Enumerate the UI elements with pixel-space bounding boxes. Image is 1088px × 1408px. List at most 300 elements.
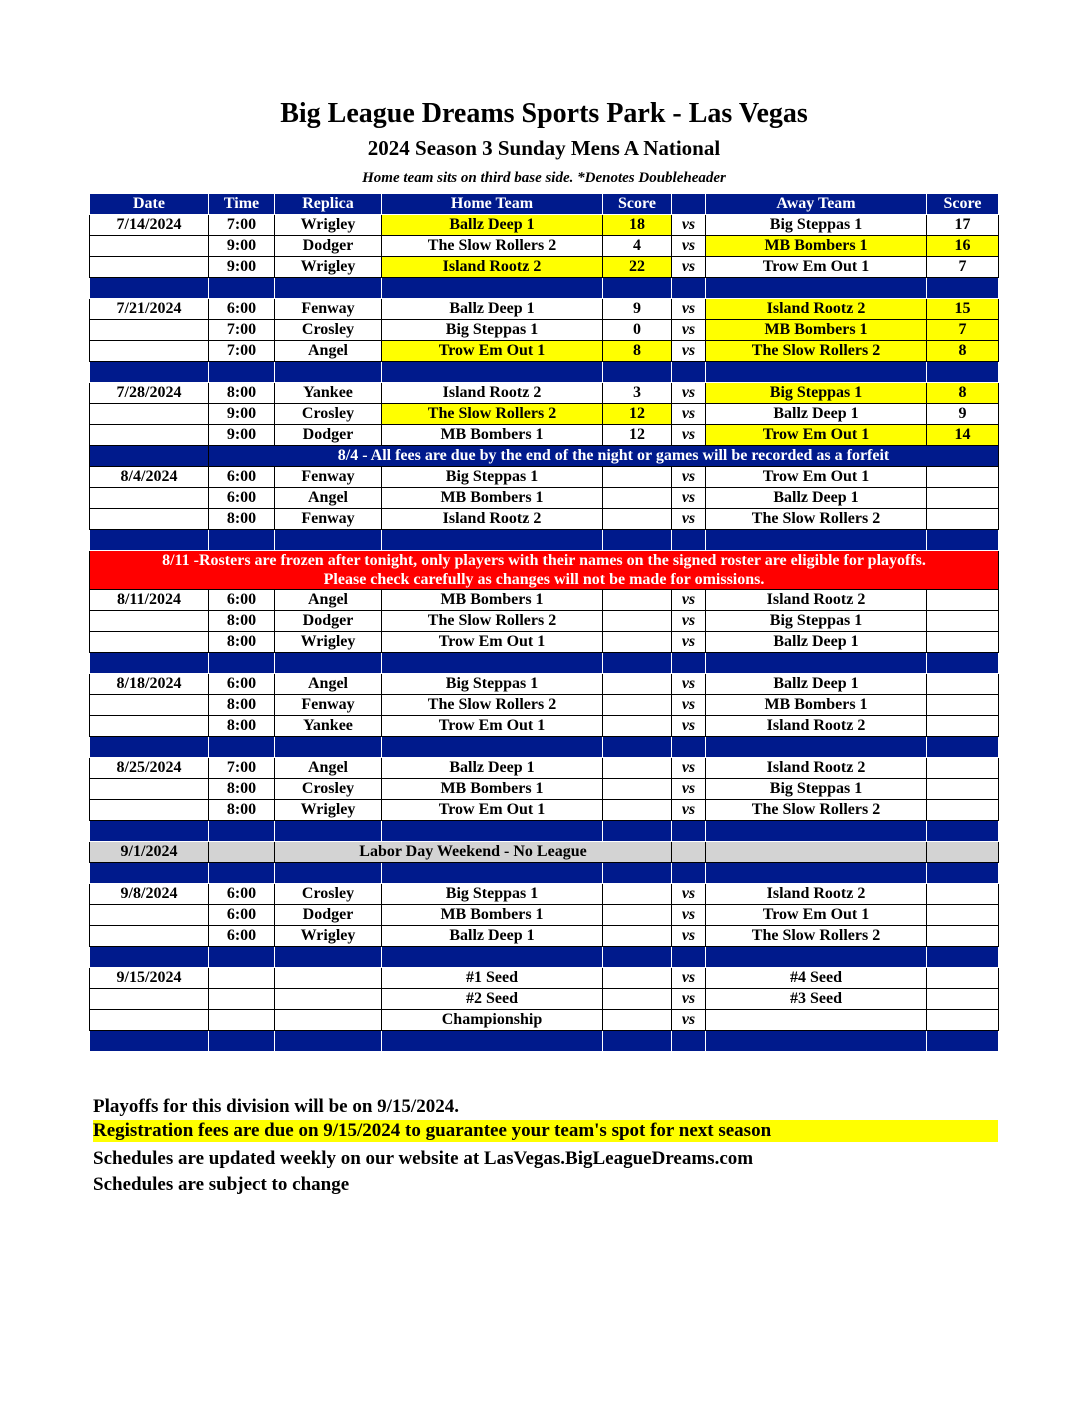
home-team-cell: MB Bombers 1 bbox=[382, 488, 603, 509]
vs-cell: vs bbox=[672, 590, 706, 611]
time-cell: 8:00 bbox=[209, 716, 275, 737]
roster-notice-line: 8/11 -Rosters are frozen after tonight, only players with their names on the signed roster are eligible for playoffs. bbox=[162, 552, 926, 569]
date-cell: 8/18/2024 bbox=[90, 674, 209, 695]
separator-cell bbox=[382, 530, 603, 551]
roster-notice-line: Please check carefully as changes will not be made for omissions. bbox=[323, 571, 765, 588]
away-team-cell: #3 Seed bbox=[706, 989, 927, 1010]
vs-cell: vs bbox=[672, 905, 706, 926]
home-team-cell: Trow Em Out 1 bbox=[382, 800, 603, 821]
home-score-cell bbox=[603, 926, 672, 947]
time-cell bbox=[209, 842, 275, 863]
away-score-cell: 8 bbox=[927, 383, 999, 404]
separator-row bbox=[90, 530, 999, 551]
separator-cell bbox=[209, 737, 275, 758]
home-score-cell: 4 bbox=[603, 236, 672, 257]
away-team-cell: The Slow Rollers 2 bbox=[706, 341, 927, 362]
separator-cell bbox=[209, 278, 275, 299]
home-team-cell: Ballz Deep 1 bbox=[382, 215, 603, 236]
home-team-cell: #1 Seed bbox=[382, 968, 603, 989]
home-score-cell: 0 bbox=[603, 320, 672, 341]
home-team-note: Home team sits on third base side. *Denotes Doubleheader bbox=[362, 170, 726, 186]
separator-cell bbox=[275, 1031, 382, 1052]
date-cell bbox=[90, 341, 209, 362]
replica-cell: Fenway bbox=[275, 467, 382, 488]
time-cell: 7:00 bbox=[209, 215, 275, 236]
separator-cell bbox=[927, 278, 999, 299]
separator-cell bbox=[603, 1031, 672, 1052]
vs-cell: vs bbox=[672, 509, 706, 530]
home-score-cell bbox=[603, 989, 672, 1010]
home-team-cell: Championship bbox=[382, 1010, 603, 1031]
date-cell bbox=[90, 425, 209, 446]
table-row bbox=[90, 1010, 999, 1031]
date-cell bbox=[90, 488, 209, 509]
home-team-cell: The Slow Rollers 2 bbox=[382, 611, 603, 632]
home-team-cell: MB Bombers 1 bbox=[382, 905, 603, 926]
away-team-cell: Island Rootz 2 bbox=[706, 590, 927, 611]
separator-cell bbox=[706, 737, 927, 758]
table-row bbox=[90, 341, 999, 362]
separator-cell bbox=[927, 1031, 999, 1052]
separator-cell bbox=[90, 1031, 209, 1052]
away-team-cell: Big Steppas 1 bbox=[706, 779, 927, 800]
time-cell: 8:00 bbox=[209, 509, 275, 530]
home-score-cell: 9 bbox=[603, 299, 672, 320]
separator-cell bbox=[382, 278, 603, 299]
vs-cell: vs bbox=[672, 989, 706, 1010]
away-score-cell bbox=[927, 1010, 999, 1031]
home-team-cell: Trow Em Out 1 bbox=[382, 341, 603, 362]
time-cell bbox=[209, 989, 275, 1010]
away-team-cell: Big Steppas 1 bbox=[706, 215, 927, 236]
separator-cell bbox=[927, 863, 999, 884]
away-team-cell: Ballz Deep 1 bbox=[706, 404, 927, 425]
table-row bbox=[90, 674, 999, 695]
away-team-cell bbox=[706, 1010, 927, 1031]
date-cell: 9/1/2024 bbox=[90, 842, 209, 863]
time-cell: 6:00 bbox=[209, 905, 275, 926]
table-row bbox=[90, 590, 999, 611]
home-score-cell bbox=[603, 611, 672, 632]
replica-cell: Wrigley bbox=[275, 632, 382, 653]
separator-cell bbox=[672, 737, 706, 758]
separator-cell bbox=[275, 737, 382, 758]
time-cell: 9:00 bbox=[209, 404, 275, 425]
away-team-cell: Trow Em Out 1 bbox=[706, 905, 927, 926]
away-team-cell: Ballz Deep 1 bbox=[706, 674, 927, 695]
separator-row bbox=[90, 821, 999, 842]
separator-cell bbox=[275, 362, 382, 383]
separator-cell bbox=[90, 362, 209, 383]
separator-cell bbox=[672, 863, 706, 884]
away-team-cell: Ballz Deep 1 bbox=[706, 488, 927, 509]
date-cell bbox=[90, 1010, 209, 1031]
time-cell: 6:00 bbox=[209, 674, 275, 695]
away-score-cell bbox=[927, 758, 999, 779]
separator-cell bbox=[672, 947, 706, 968]
separator-cell bbox=[275, 530, 382, 551]
separator-cell bbox=[382, 1031, 603, 1052]
home-score-cell bbox=[603, 905, 672, 926]
home-team-cell: Ballz Deep 1 bbox=[382, 758, 603, 779]
separator-row bbox=[90, 278, 999, 299]
separator-cell bbox=[90, 737, 209, 758]
table-row bbox=[90, 488, 999, 509]
away-score-cell bbox=[927, 467, 999, 488]
away-score-cell: 17 bbox=[927, 215, 999, 236]
date-cell bbox=[90, 989, 209, 1010]
away-team-cell: The Slow Rollers 2 bbox=[706, 926, 927, 947]
separator-cell bbox=[706, 653, 927, 674]
table-row bbox=[90, 695, 999, 716]
roster-notice bbox=[90, 551, 999, 590]
vs-cell: vs bbox=[672, 320, 706, 341]
separator-cell bbox=[706, 1031, 927, 1052]
vs-cell: vs bbox=[672, 383, 706, 404]
date-cell: 8/25/2024 bbox=[90, 758, 209, 779]
time-cell: 6:00 bbox=[209, 488, 275, 509]
separator-cell bbox=[927, 821, 999, 842]
vs-cell: vs bbox=[672, 800, 706, 821]
replica-cell: Dodger bbox=[275, 425, 382, 446]
separator-cell bbox=[209, 653, 275, 674]
away-score-cell: 7 bbox=[927, 320, 999, 341]
replica-cell: Fenway bbox=[275, 695, 382, 716]
away-score-cell bbox=[927, 611, 999, 632]
separator-cell bbox=[603, 821, 672, 842]
home-score-cell: 22 bbox=[603, 257, 672, 278]
time-cell: 8:00 bbox=[209, 695, 275, 716]
table-row bbox=[90, 905, 999, 926]
replica-cell: Wrigley bbox=[275, 800, 382, 821]
separator-cell bbox=[382, 737, 603, 758]
date-cell bbox=[90, 716, 209, 737]
home-score-cell bbox=[603, 1010, 672, 1031]
separator-cell bbox=[672, 530, 706, 551]
vs-cell: vs bbox=[672, 968, 706, 989]
separator-cell bbox=[603, 737, 672, 758]
time-cell: 7:00 bbox=[209, 758, 275, 779]
separator-cell bbox=[706, 821, 927, 842]
vs-cell: vs bbox=[672, 341, 706, 362]
away-score-cell bbox=[927, 884, 999, 905]
column-header: Score bbox=[603, 194, 672, 215]
table-row bbox=[90, 611, 999, 632]
home-team-cell: The Slow Rollers 2 bbox=[382, 695, 603, 716]
separator-cell bbox=[275, 653, 382, 674]
home-score-cell bbox=[603, 488, 672, 509]
separator-row bbox=[90, 947, 999, 968]
table-row bbox=[90, 632, 999, 653]
separator-cell bbox=[90, 446, 209, 467]
table-header-row bbox=[90, 194, 999, 215]
table-row bbox=[90, 716, 999, 737]
separator-cell bbox=[927, 530, 999, 551]
separator-cell bbox=[90, 530, 209, 551]
away-score-cell bbox=[927, 632, 999, 653]
date-cell: 7/14/2024 bbox=[90, 215, 209, 236]
table-row bbox=[90, 236, 999, 257]
date-cell bbox=[90, 236, 209, 257]
time-cell: 8:00 bbox=[209, 383, 275, 404]
table-row bbox=[90, 383, 999, 404]
table-row bbox=[90, 800, 999, 821]
vs-cell: vs bbox=[672, 1010, 706, 1031]
separator-cell bbox=[90, 821, 209, 842]
home-score-cell bbox=[603, 800, 672, 821]
home-team-cell: Island Rootz 2 bbox=[382, 509, 603, 530]
playoffs-note: Playoffs for this division will be on 9/15/2024. bbox=[93, 1096, 459, 1117]
separator-cell bbox=[90, 653, 209, 674]
table-row bbox=[90, 404, 999, 425]
replica-cell bbox=[275, 989, 382, 1010]
separator-cell bbox=[275, 278, 382, 299]
home-score-cell bbox=[603, 632, 672, 653]
home-team-cell: Big Steppas 1 bbox=[382, 884, 603, 905]
separator-row bbox=[90, 653, 999, 674]
vs-cell: vs bbox=[672, 884, 706, 905]
replica-cell: Dodger bbox=[275, 611, 382, 632]
fees-notice: 8/4 - All fees are due by the end of the night or games will be recorded as a forfeit bbox=[209, 446, 999, 467]
time-cell: 8:00 bbox=[209, 779, 275, 800]
separator-cell bbox=[382, 653, 603, 674]
home-score-cell: 8 bbox=[603, 341, 672, 362]
home-score-cell bbox=[603, 779, 672, 800]
date-cell: 9/15/2024 bbox=[90, 968, 209, 989]
vs-cell: vs bbox=[672, 404, 706, 425]
vs-cell: vs bbox=[672, 257, 706, 278]
column-header: Home Team bbox=[382, 194, 603, 215]
table-row bbox=[90, 320, 999, 341]
time-cell: 7:00 bbox=[209, 341, 275, 362]
time-cell: 8:00 bbox=[209, 800, 275, 821]
table-row bbox=[90, 968, 999, 989]
time-cell: 8:00 bbox=[209, 611, 275, 632]
away-team-cell: The Slow Rollers 2 bbox=[706, 509, 927, 530]
time-cell bbox=[209, 968, 275, 989]
home-score-cell bbox=[603, 674, 672, 695]
separator-cell bbox=[603, 863, 672, 884]
separator-cell bbox=[603, 362, 672, 383]
away-team-cell: Trow Em Out 1 bbox=[706, 425, 927, 446]
no-league-row bbox=[90, 842, 999, 863]
separator-cell bbox=[209, 947, 275, 968]
home-score-cell: 3 bbox=[603, 383, 672, 404]
replica-cell: Fenway bbox=[275, 299, 382, 320]
separator-cell bbox=[382, 863, 603, 884]
column-header: Date bbox=[90, 194, 209, 215]
separator-cell bbox=[603, 530, 672, 551]
page-subtitle: 2024 Season 3 Sunday Mens A National bbox=[367, 136, 721, 160]
home-score-cell bbox=[603, 968, 672, 989]
date-cell bbox=[90, 257, 209, 278]
date-cell bbox=[90, 509, 209, 530]
home-team-cell: Ballz Deep 1 bbox=[382, 926, 603, 947]
separator-cell bbox=[706, 947, 927, 968]
home-score-cell bbox=[603, 884, 672, 905]
vs-cell: vs bbox=[672, 758, 706, 779]
home-team-cell: Big Steppas 1 bbox=[382, 320, 603, 341]
replica-cell: Crosley bbox=[275, 320, 382, 341]
time-cell: 6:00 bbox=[209, 926, 275, 947]
home-team-cell: Island Rootz 2 bbox=[382, 257, 603, 278]
replica-cell: Crosley bbox=[275, 884, 382, 905]
away-score-cell bbox=[927, 842, 999, 863]
replica-cell: Dodger bbox=[275, 905, 382, 926]
away-team-cell: Ballz Deep 1 bbox=[706, 632, 927, 653]
table-row bbox=[90, 467, 999, 488]
replica-cell: Wrigley bbox=[275, 926, 382, 947]
home-team-cell: Trow Em Out 1 bbox=[382, 632, 603, 653]
away-team-cell: Trow Em Out 1 bbox=[706, 257, 927, 278]
separator-row bbox=[90, 1031, 999, 1052]
away-score-cell bbox=[927, 968, 999, 989]
replica-cell: Wrigley bbox=[275, 215, 382, 236]
replica-cell: Angel bbox=[275, 488, 382, 509]
table-row bbox=[90, 425, 999, 446]
time-cell: 6:00 bbox=[209, 299, 275, 320]
replica-cell: Angel bbox=[275, 590, 382, 611]
column-header: Score bbox=[927, 194, 999, 215]
replica-cell: Yankee bbox=[275, 716, 382, 737]
away-team-cell: Island Rootz 2 bbox=[706, 884, 927, 905]
separator-cell bbox=[382, 362, 603, 383]
vs-cell: vs bbox=[672, 299, 706, 320]
date-cell: 8/11/2024 bbox=[90, 590, 209, 611]
time-cell: 9:00 bbox=[209, 236, 275, 257]
vs-cell: vs bbox=[672, 695, 706, 716]
away-team-cell: Big Steppas 1 bbox=[706, 383, 927, 404]
home-team-cell: #2 Seed bbox=[382, 989, 603, 1010]
away-score-cell bbox=[927, 716, 999, 737]
home-team-cell: MB Bombers 1 bbox=[382, 425, 603, 446]
home-team-cell: Island Rootz 2 bbox=[382, 383, 603, 404]
separator-cell bbox=[603, 653, 672, 674]
no-league-label: Labor Day Weekend - No League bbox=[275, 842, 672, 863]
registration-note: Registration fees are due on 9/15/2024 to guarantee your team's spot for next season bbox=[93, 1120, 998, 1142]
away-team-cell: MB Bombers 1 bbox=[706, 695, 927, 716]
away-score-cell bbox=[927, 905, 999, 926]
table-row bbox=[90, 299, 999, 320]
away-score-cell bbox=[927, 779, 999, 800]
separator-cell bbox=[209, 1031, 275, 1052]
away-score-cell bbox=[927, 695, 999, 716]
column-header bbox=[672, 194, 706, 215]
vs-cell: vs bbox=[672, 632, 706, 653]
schedule-table bbox=[89, 193, 999, 1052]
away-team-cell: Island Rootz 2 bbox=[706, 716, 927, 737]
separator-cell bbox=[672, 1031, 706, 1052]
replica-cell: Crosley bbox=[275, 779, 382, 800]
vs-cell: vs bbox=[672, 926, 706, 947]
separator-cell bbox=[603, 947, 672, 968]
home-team-cell: MB Bombers 1 bbox=[382, 590, 603, 611]
separator-cell bbox=[209, 821, 275, 842]
replica-cell: Crosley bbox=[275, 404, 382, 425]
date-cell: 7/21/2024 bbox=[90, 299, 209, 320]
time-cell: 6:00 bbox=[209, 590, 275, 611]
replica-cell: Wrigley bbox=[275, 257, 382, 278]
separator-cell bbox=[382, 821, 603, 842]
page-title: Big League Dreams Sports Park - Las Vegas bbox=[280, 98, 808, 129]
date-cell bbox=[90, 800, 209, 821]
column-header: Time bbox=[209, 194, 275, 215]
separator-cell bbox=[209, 863, 275, 884]
separator-cell bbox=[706, 863, 927, 884]
table-row bbox=[90, 509, 999, 530]
home-score-cell bbox=[603, 758, 672, 779]
vs-cell: vs bbox=[672, 236, 706, 257]
away-score-cell: 8 bbox=[927, 341, 999, 362]
home-score-cell bbox=[603, 716, 672, 737]
away-team-cell: Big Steppas 1 bbox=[706, 611, 927, 632]
table-row bbox=[90, 989, 999, 1010]
away-score-cell: 16 bbox=[927, 236, 999, 257]
vs-cell: vs bbox=[672, 674, 706, 695]
vs-cell: vs bbox=[672, 611, 706, 632]
away-score-cell bbox=[927, 674, 999, 695]
away-team-cell: MB Bombers 1 bbox=[706, 320, 927, 341]
date-cell bbox=[90, 779, 209, 800]
home-score-cell bbox=[603, 509, 672, 530]
separator-cell bbox=[275, 821, 382, 842]
away-score-cell: 15 bbox=[927, 299, 999, 320]
away-score-cell bbox=[927, 509, 999, 530]
date-cell bbox=[90, 926, 209, 947]
table-row bbox=[90, 215, 999, 236]
home-team-cell: Ballz Deep 1 bbox=[382, 299, 603, 320]
time-cell: 8:00 bbox=[209, 632, 275, 653]
table-row bbox=[90, 884, 999, 905]
separator-cell bbox=[672, 653, 706, 674]
replica-cell: Angel bbox=[275, 674, 382, 695]
away-score-cell: 14 bbox=[927, 425, 999, 446]
separator-cell bbox=[603, 278, 672, 299]
home-team-cell: MB Bombers 1 bbox=[382, 779, 603, 800]
time-cell: 7:00 bbox=[209, 320, 275, 341]
away-score-cell: 7 bbox=[927, 257, 999, 278]
away-score-cell bbox=[927, 800, 999, 821]
separator-cell bbox=[672, 362, 706, 383]
separator-row bbox=[90, 362, 999, 383]
separator-cell bbox=[382, 947, 603, 968]
subject-to-change-note: Schedules are subject to change bbox=[93, 1174, 350, 1195]
time-cell: 9:00 bbox=[209, 425, 275, 446]
date-cell bbox=[90, 632, 209, 653]
away-team-cell: Island Rootz 2 bbox=[706, 758, 927, 779]
replica-cell: Angel bbox=[275, 758, 382, 779]
home-team-cell: Big Steppas 1 bbox=[382, 467, 603, 488]
column-header: Away Team bbox=[706, 194, 927, 215]
home-team-cell: The Slow Rollers 2 bbox=[382, 236, 603, 257]
home-team-cell: The Slow Rollers 2 bbox=[382, 404, 603, 425]
date-cell: 8/4/2024 bbox=[90, 467, 209, 488]
away-team-cell: Island Rootz 2 bbox=[706, 299, 927, 320]
separator-cell bbox=[90, 278, 209, 299]
separator-cell bbox=[90, 863, 209, 884]
home-team-cell: Big Steppas 1 bbox=[382, 674, 603, 695]
vs-cell: vs bbox=[672, 716, 706, 737]
separator-cell bbox=[927, 947, 999, 968]
away-score-cell bbox=[927, 488, 999, 509]
table-row bbox=[90, 257, 999, 278]
separator-row bbox=[90, 863, 999, 884]
vs-cell: vs bbox=[672, 467, 706, 488]
separator-cell bbox=[927, 737, 999, 758]
vs-cell: vs bbox=[672, 215, 706, 236]
home-score-cell: 18 bbox=[603, 215, 672, 236]
away-score-cell bbox=[927, 989, 999, 1010]
